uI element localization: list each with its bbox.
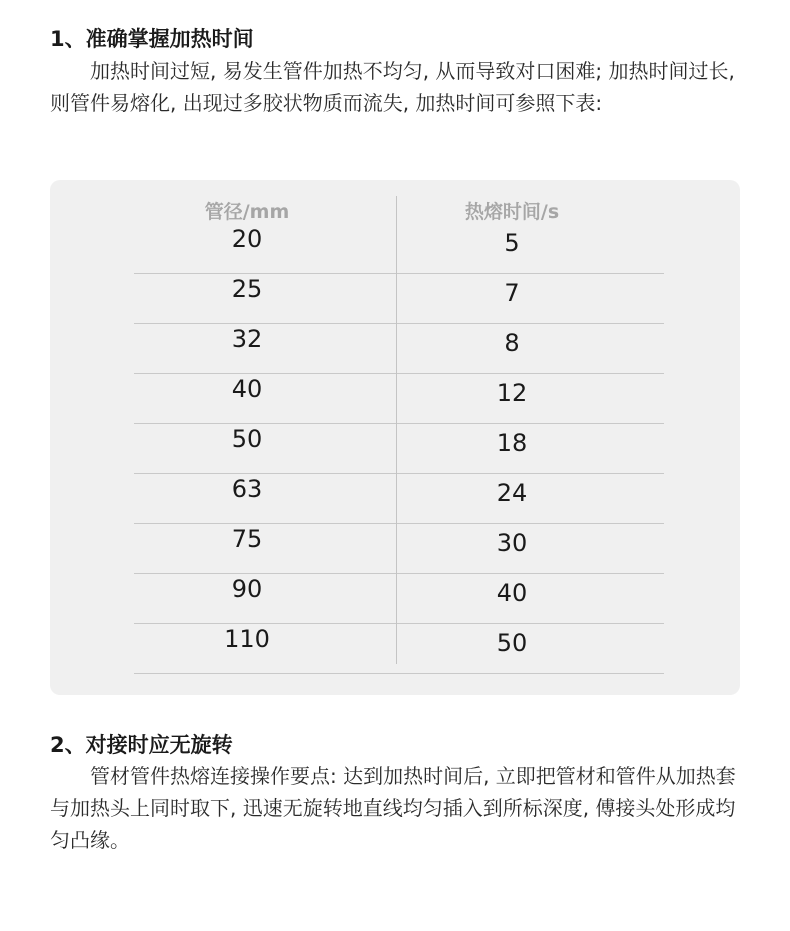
fusion-time-cell: 18 <box>496 429 528 457</box>
table-row <box>134 324 664 374</box>
pipe-diameter-cell: 40 <box>231 375 263 403</box>
pipe-diameter-cell: 32 <box>231 325 263 353</box>
heating-time-table <box>134 196 664 674</box>
fusion-time-cell: 40 <box>496 579 528 607</box>
section-2-paragraph: 管材管件热熔连接操作要点: 达到加热时间后, 立即把管材和管件从加热套与加热头上同时取下, 迅速无旋转地直线均匀插入到所标深度, 傅接头处形成均匀凸缘。 <box>50 764 736 852</box>
table-row <box>134 624 664 674</box>
pipe-diameter-cell: 90 <box>231 575 263 603</box>
fusion-time-cell: 24 <box>496 479 528 507</box>
fusion-time-cell: 12 <box>496 379 528 407</box>
section-2-heading: 2、对接时应无旋转 <box>50 733 233 757</box>
fusion-time-cell: 8 <box>504 329 520 357</box>
pipe-diameter-cell: 63 <box>231 475 263 503</box>
table-row <box>134 274 664 324</box>
column-divider <box>396 196 397 664</box>
fusion-time-cell: 30 <box>496 529 528 557</box>
table-row <box>134 524 664 574</box>
fusion-time-cell: 5 <box>504 229 520 257</box>
table-row <box>134 224 664 274</box>
table-header-row <box>134 196 664 224</box>
pipe-diameter-cell: 20 <box>231 225 263 253</box>
table-row <box>134 474 664 524</box>
pipe-diameter-cell: 25 <box>231 275 263 303</box>
table-row <box>134 374 664 424</box>
table-row <box>134 574 664 624</box>
section-1-heading: 1、准确掌握加热时间 <box>50 27 254 51</box>
fusion-time-cell: 50 <box>496 629 528 657</box>
pipe-diameter-cell: 50 <box>231 425 263 453</box>
heating-time-table-panel <box>50 180 740 695</box>
section-1-paragraph: 加热时间过短, 易发生管件加热不均匀, 从而导致对口困难; 加热时间过长, 则管件易熔化, 出现过多胶状物质而流失, 加热时间可参照下表: <box>50 59 735 115</box>
header-fusion-time: 热熔时间/s <box>464 200 560 223</box>
table-row <box>134 424 664 474</box>
header-pipe-diameter: 管径/mm <box>204 200 290 223</box>
pipe-diameter-cell: 110 <box>224 625 270 653</box>
fusion-time-cell: 7 <box>504 279 520 307</box>
pipe-diameter-cell: 75 <box>231 525 263 553</box>
